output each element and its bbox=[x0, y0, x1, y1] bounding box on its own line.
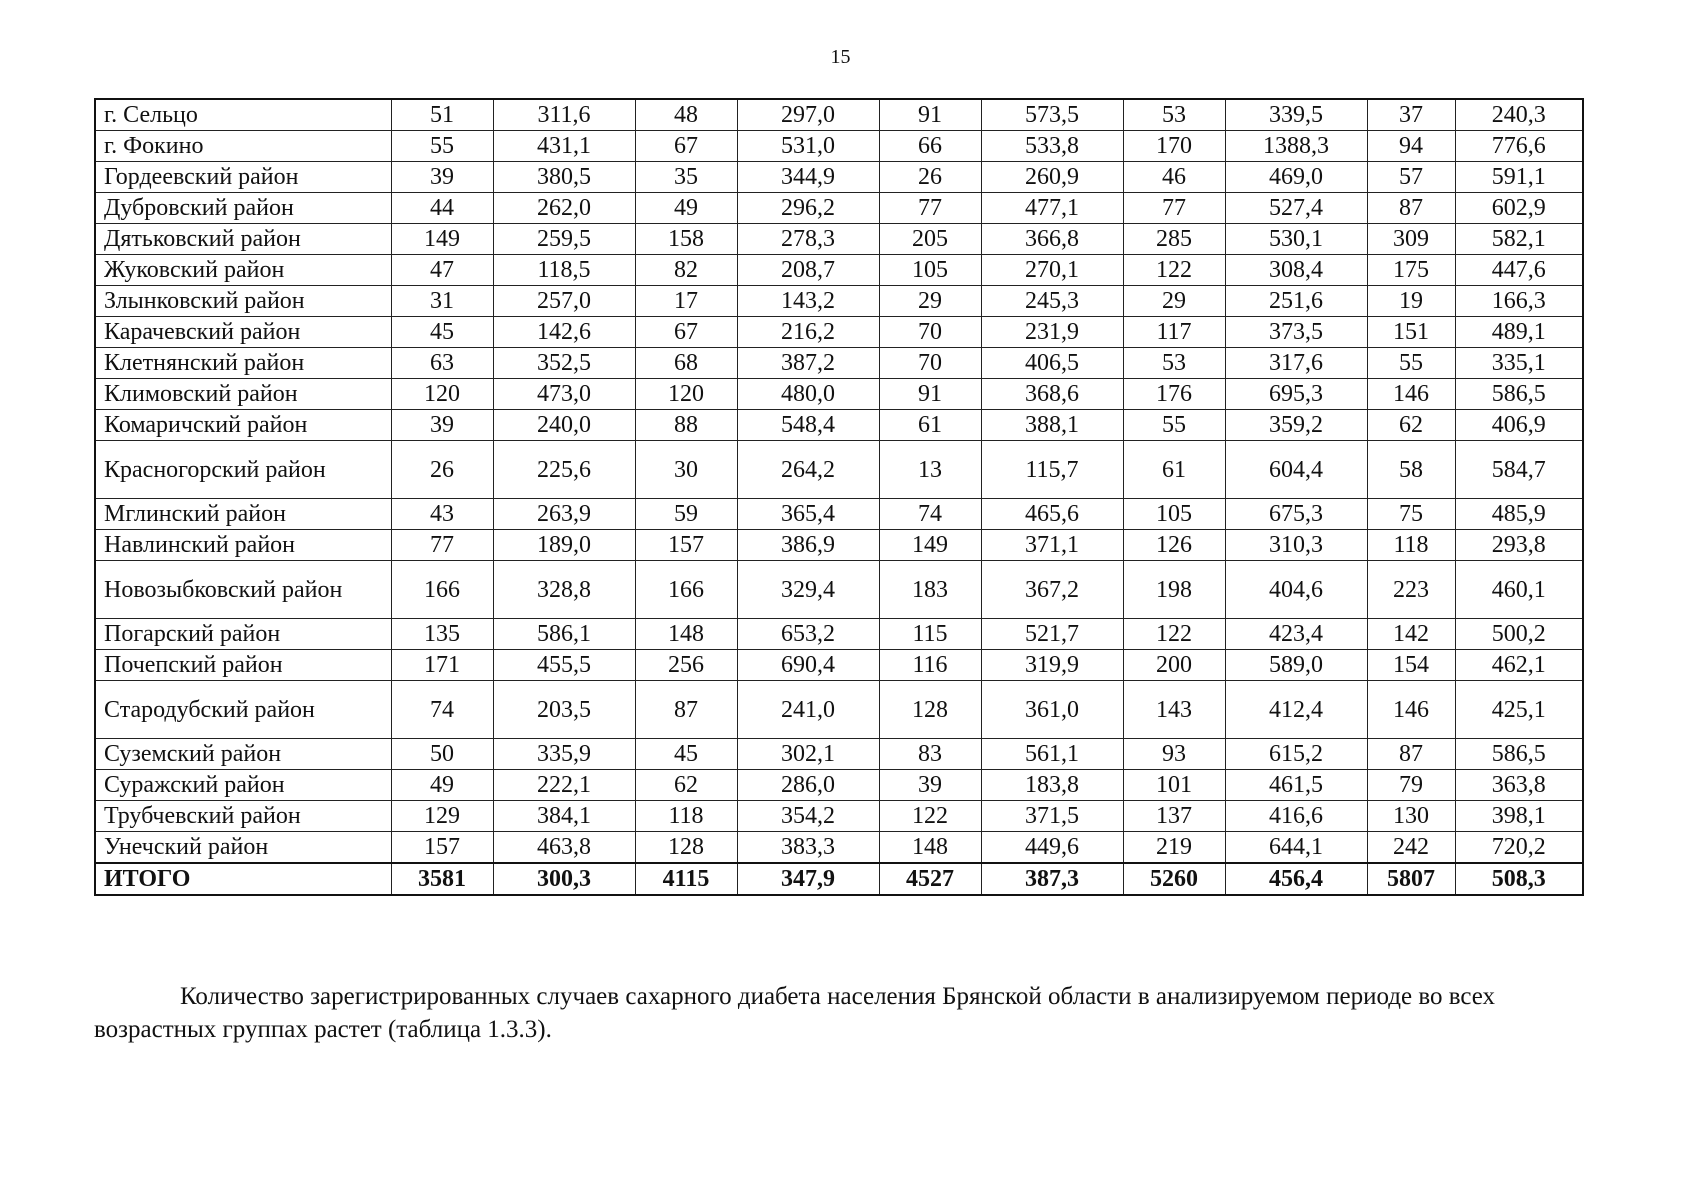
value-cell: 361,0 bbox=[981, 681, 1123, 739]
table-row bbox=[95, 99, 1583, 131]
value-cell: 449,6 bbox=[981, 832, 1123, 864]
value-cell: 582,1 bbox=[1455, 224, 1583, 255]
value-cell: 166 bbox=[391, 561, 493, 619]
value-cell: 615,2 bbox=[1225, 739, 1367, 770]
table-row bbox=[95, 801, 1583, 832]
value-cell: 183 bbox=[879, 561, 981, 619]
district-name-cell: Стародубский район bbox=[95, 681, 391, 739]
value-cell: 148 bbox=[879, 832, 981, 864]
value-cell: 1388,3 bbox=[1225, 131, 1367, 162]
value-cell: 157 bbox=[635, 530, 737, 561]
value-cell: 383,3 bbox=[737, 832, 879, 864]
district-name-cell: Злынковский район bbox=[95, 286, 391, 317]
table-row bbox=[95, 650, 1583, 681]
value-cell: 203,5 bbox=[493, 681, 635, 739]
value-cell: 39 bbox=[391, 410, 493, 441]
value-cell: 447,6 bbox=[1455, 255, 1583, 286]
district-name-cell: г. Фокино bbox=[95, 131, 391, 162]
value-cell: 344,9 bbox=[737, 162, 879, 193]
value-cell: 122 bbox=[879, 801, 981, 832]
value-cell: 49 bbox=[391, 770, 493, 801]
district-name-cell: Навлинский район bbox=[95, 530, 391, 561]
value-cell: 166,3 bbox=[1455, 286, 1583, 317]
value-cell: 149 bbox=[391, 224, 493, 255]
value-cell: 319,9 bbox=[981, 650, 1123, 681]
value-cell: 460,1 bbox=[1455, 561, 1583, 619]
value-cell: 463,8 bbox=[493, 832, 635, 864]
value-cell: 368,6 bbox=[981, 379, 1123, 410]
value-cell: 297,0 bbox=[737, 99, 879, 131]
value-cell: 63 bbox=[391, 348, 493, 379]
value-cell: 59 bbox=[635, 499, 737, 530]
value-cell: 105 bbox=[879, 255, 981, 286]
value-cell: 77 bbox=[391, 530, 493, 561]
value-cell: 143 bbox=[1123, 681, 1225, 739]
value-cell: 45 bbox=[635, 739, 737, 770]
value-cell: 128 bbox=[635, 832, 737, 864]
value-cell: 480,0 bbox=[737, 379, 879, 410]
value-cell: 48 bbox=[635, 99, 737, 131]
value-cell: 431,1 bbox=[493, 131, 635, 162]
value-cell: 388,1 bbox=[981, 410, 1123, 441]
table-row bbox=[95, 224, 1583, 255]
value-cell: 126 bbox=[1123, 530, 1225, 561]
table-row bbox=[95, 441, 1583, 499]
district-name-cell: г. Сельцо bbox=[95, 99, 391, 131]
value-cell: 118 bbox=[1367, 530, 1455, 561]
table-row bbox=[95, 255, 1583, 286]
district-name-cell: Погарский район bbox=[95, 619, 391, 650]
value-cell: 49 bbox=[635, 193, 737, 224]
value-cell: 604,4 bbox=[1225, 441, 1367, 499]
value-cell: 200 bbox=[1123, 650, 1225, 681]
value-cell: 67 bbox=[635, 131, 737, 162]
value-cell: 278,3 bbox=[737, 224, 879, 255]
table-row bbox=[95, 499, 1583, 530]
value-cell: 695,3 bbox=[1225, 379, 1367, 410]
value-cell: 105 bbox=[1123, 499, 1225, 530]
table-row bbox=[95, 770, 1583, 801]
value-cell: 245,3 bbox=[981, 286, 1123, 317]
value-cell: 29 bbox=[1123, 286, 1225, 317]
value-cell: 91 bbox=[879, 99, 981, 131]
value-cell: 118 bbox=[635, 801, 737, 832]
value-cell: 135 bbox=[391, 619, 493, 650]
value-cell: 26 bbox=[391, 441, 493, 499]
value-cell: 39 bbox=[879, 770, 981, 801]
value-cell: 13 bbox=[879, 441, 981, 499]
total-value-cell: 508,3 bbox=[1455, 863, 1583, 895]
value-cell: 264,2 bbox=[737, 441, 879, 499]
value-cell: 285 bbox=[1123, 224, 1225, 255]
value-cell: 477,1 bbox=[981, 193, 1123, 224]
value-cell: 88 bbox=[635, 410, 737, 441]
value-cell: 365,4 bbox=[737, 499, 879, 530]
value-cell: 62 bbox=[635, 770, 737, 801]
total-label-cell: ИТОГО bbox=[95, 863, 391, 895]
value-cell: 208,7 bbox=[737, 255, 879, 286]
value-cell: 591,1 bbox=[1455, 162, 1583, 193]
value-cell: 43 bbox=[391, 499, 493, 530]
value-cell: 35 bbox=[635, 162, 737, 193]
value-cell: 26 bbox=[879, 162, 981, 193]
value-cell: 533,8 bbox=[981, 131, 1123, 162]
value-cell: 137 bbox=[1123, 801, 1225, 832]
value-cell: 302,1 bbox=[737, 739, 879, 770]
value-cell: 122 bbox=[1123, 255, 1225, 286]
total-value-cell: 5260 bbox=[1123, 863, 1225, 895]
total-value-cell: 300,3 bbox=[493, 863, 635, 895]
body-paragraph: Количество зарегистрированных случаев сахарного диабета населения Брянской области в анализируемом периоде во всех возрастных группах растет (таблица 1.3.3). bbox=[94, 983, 1496, 1043]
district-name-cell: Гордеевский район bbox=[95, 162, 391, 193]
value-cell: 387,2 bbox=[737, 348, 879, 379]
value-cell: 30 bbox=[635, 441, 737, 499]
value-cell: 257,0 bbox=[493, 286, 635, 317]
value-cell: 70 bbox=[879, 317, 981, 348]
value-cell: 50 bbox=[391, 739, 493, 770]
value-cell: 157 bbox=[391, 832, 493, 864]
value-cell: 47 bbox=[391, 255, 493, 286]
value-cell: 77 bbox=[1123, 193, 1225, 224]
value-cell: 485,9 bbox=[1455, 499, 1583, 530]
value-cell: 149 bbox=[879, 530, 981, 561]
value-cell: 473,0 bbox=[493, 379, 635, 410]
value-cell: 46 bbox=[1123, 162, 1225, 193]
value-cell: 68 bbox=[635, 348, 737, 379]
value-cell: 166 bbox=[635, 561, 737, 619]
value-cell: 270,1 bbox=[981, 255, 1123, 286]
value-cell: 367,2 bbox=[981, 561, 1123, 619]
value-cell: 589,0 bbox=[1225, 650, 1367, 681]
value-cell: 171 bbox=[391, 650, 493, 681]
value-cell: 690,4 bbox=[737, 650, 879, 681]
value-cell: 425,1 bbox=[1455, 681, 1583, 739]
value-cell: 44 bbox=[391, 193, 493, 224]
district-name-cell: Дубровский район bbox=[95, 193, 391, 224]
value-cell: 94 bbox=[1367, 131, 1455, 162]
value-cell: 531,0 bbox=[737, 131, 879, 162]
table-row bbox=[95, 379, 1583, 410]
value-cell: 55 bbox=[1367, 348, 1455, 379]
value-cell: 198 bbox=[1123, 561, 1225, 619]
table-body bbox=[95, 99, 1583, 895]
total-value-cell: 4527 bbox=[879, 863, 981, 895]
total-value-cell: 387,3 bbox=[981, 863, 1123, 895]
value-cell: 586,5 bbox=[1455, 739, 1583, 770]
value-cell: 142 bbox=[1367, 619, 1455, 650]
value-cell: 225,6 bbox=[493, 441, 635, 499]
district-name-cell: Дятьковский район bbox=[95, 224, 391, 255]
value-cell: 55 bbox=[1123, 410, 1225, 441]
value-cell: 406,9 bbox=[1455, 410, 1583, 441]
value-cell: 251,6 bbox=[1225, 286, 1367, 317]
value-cell: 29 bbox=[879, 286, 981, 317]
value-cell: 584,7 bbox=[1455, 441, 1583, 499]
value-cell: 461,5 bbox=[1225, 770, 1367, 801]
table-row bbox=[95, 162, 1583, 193]
district-table bbox=[94, 98, 1584, 896]
total-value-cell: 4115 bbox=[635, 863, 737, 895]
district-name-cell: Суражский район bbox=[95, 770, 391, 801]
value-cell: 286,0 bbox=[737, 770, 879, 801]
district-name-cell: Трубчевский район bbox=[95, 801, 391, 832]
value-cell: 329,4 bbox=[737, 561, 879, 619]
table-row bbox=[95, 681, 1583, 739]
total-row bbox=[95, 863, 1583, 895]
total-value-cell: 456,4 bbox=[1225, 863, 1367, 895]
value-cell: 293,8 bbox=[1455, 530, 1583, 561]
value-cell: 55 bbox=[391, 131, 493, 162]
value-cell: 339,5 bbox=[1225, 99, 1367, 131]
value-cell: 87 bbox=[1367, 193, 1455, 224]
value-cell: 521,7 bbox=[981, 619, 1123, 650]
total-value-cell: 347,9 bbox=[737, 863, 879, 895]
value-cell: 527,4 bbox=[1225, 193, 1367, 224]
district-name-cell: Климовский район bbox=[95, 379, 391, 410]
value-cell: 561,1 bbox=[981, 739, 1123, 770]
value-cell: 143,2 bbox=[737, 286, 879, 317]
value-cell: 311,6 bbox=[493, 99, 635, 131]
value-cell: 373,5 bbox=[1225, 317, 1367, 348]
value-cell: 653,2 bbox=[737, 619, 879, 650]
value-cell: 183,8 bbox=[981, 770, 1123, 801]
table-row bbox=[95, 832, 1583, 864]
table-row bbox=[95, 131, 1583, 162]
value-cell: 17 bbox=[635, 286, 737, 317]
value-cell: 151 bbox=[1367, 317, 1455, 348]
value-cell: 469,0 bbox=[1225, 162, 1367, 193]
value-cell: 19 bbox=[1367, 286, 1455, 317]
value-cell: 366,8 bbox=[981, 224, 1123, 255]
value-cell: 120 bbox=[391, 379, 493, 410]
table-row bbox=[95, 561, 1583, 619]
value-cell: 335,9 bbox=[493, 739, 635, 770]
value-cell: 371,1 bbox=[981, 530, 1123, 561]
value-cell: 260,9 bbox=[981, 162, 1123, 193]
value-cell: 170 bbox=[1123, 131, 1225, 162]
value-cell: 101 bbox=[1123, 770, 1225, 801]
district-name-cell: Унечский район bbox=[95, 832, 391, 864]
table-row bbox=[95, 739, 1583, 770]
value-cell: 142,6 bbox=[493, 317, 635, 348]
value-cell: 404,6 bbox=[1225, 561, 1367, 619]
value-cell: 53 bbox=[1123, 348, 1225, 379]
value-cell: 176 bbox=[1123, 379, 1225, 410]
value-cell: 352,5 bbox=[493, 348, 635, 379]
value-cell: 37 bbox=[1367, 99, 1455, 131]
district-name-cell: Почепский район bbox=[95, 650, 391, 681]
value-cell: 380,5 bbox=[493, 162, 635, 193]
value-cell: 67 bbox=[635, 317, 737, 348]
value-cell: 53 bbox=[1123, 99, 1225, 131]
value-cell: 776,6 bbox=[1455, 131, 1583, 162]
value-cell: 205 bbox=[879, 224, 981, 255]
value-cell: 328,8 bbox=[493, 561, 635, 619]
value-cell: 39 bbox=[391, 162, 493, 193]
value-cell: 308,4 bbox=[1225, 255, 1367, 286]
value-cell: 406,5 bbox=[981, 348, 1123, 379]
district-name-cell: Комаричский район bbox=[95, 410, 391, 441]
value-cell: 175 bbox=[1367, 255, 1455, 286]
value-cell: 371,5 bbox=[981, 801, 1123, 832]
value-cell: 602,9 bbox=[1455, 193, 1583, 224]
value-cell: 146 bbox=[1367, 379, 1455, 410]
value-cell: 118,5 bbox=[493, 255, 635, 286]
value-cell: 77 bbox=[879, 193, 981, 224]
district-name-cell: Жуковский район bbox=[95, 255, 391, 286]
value-cell: 423,4 bbox=[1225, 619, 1367, 650]
value-cell: 412,4 bbox=[1225, 681, 1367, 739]
district-name-cell: Новозыбковский район bbox=[95, 561, 391, 619]
value-cell: 262,0 bbox=[493, 193, 635, 224]
value-cell: 70 bbox=[879, 348, 981, 379]
value-cell: 58 bbox=[1367, 441, 1455, 499]
value-cell: 462,1 bbox=[1455, 650, 1583, 681]
table-row bbox=[95, 193, 1583, 224]
value-cell: 146 bbox=[1367, 681, 1455, 739]
value-cell: 61 bbox=[879, 410, 981, 441]
value-cell: 57 bbox=[1367, 162, 1455, 193]
value-cell: 675,3 bbox=[1225, 499, 1367, 530]
table-row bbox=[95, 530, 1583, 561]
value-cell: 74 bbox=[879, 499, 981, 530]
value-cell: 530,1 bbox=[1225, 224, 1367, 255]
district-name-cell: Суземский район bbox=[95, 739, 391, 770]
value-cell: 222,1 bbox=[493, 770, 635, 801]
value-cell: 130 bbox=[1367, 801, 1455, 832]
value-cell: 720,2 bbox=[1455, 832, 1583, 864]
page-number: 15 bbox=[830, 46, 851, 68]
value-cell: 416,6 bbox=[1225, 801, 1367, 832]
value-cell: 398,1 bbox=[1455, 801, 1583, 832]
table-row bbox=[95, 348, 1583, 379]
value-cell: 91 bbox=[879, 379, 981, 410]
value-cell: 189,0 bbox=[493, 530, 635, 561]
value-cell: 644,1 bbox=[1225, 832, 1367, 864]
value-cell: 115,7 bbox=[981, 441, 1123, 499]
total-value-cell: 5807 bbox=[1367, 863, 1455, 895]
value-cell: 75 bbox=[1367, 499, 1455, 530]
district-name-cell: Клетнянский район bbox=[95, 348, 391, 379]
value-cell: 66 bbox=[879, 131, 981, 162]
value-cell: 586,5 bbox=[1455, 379, 1583, 410]
value-cell: 158 bbox=[635, 224, 737, 255]
value-cell: 586,1 bbox=[493, 619, 635, 650]
district-name-cell: Красногорский район bbox=[95, 441, 391, 499]
value-cell: 256 bbox=[635, 650, 737, 681]
value-cell: 120 bbox=[635, 379, 737, 410]
value-cell: 263,9 bbox=[493, 499, 635, 530]
value-cell: 548,4 bbox=[737, 410, 879, 441]
value-cell: 240,0 bbox=[493, 410, 635, 441]
value-cell: 573,5 bbox=[981, 99, 1123, 131]
value-cell: 148 bbox=[635, 619, 737, 650]
value-cell: 242 bbox=[1367, 832, 1455, 864]
value-cell: 259,5 bbox=[493, 224, 635, 255]
value-cell: 128 bbox=[879, 681, 981, 739]
value-cell: 45 bbox=[391, 317, 493, 348]
value-cell: 31 bbox=[391, 286, 493, 317]
value-cell: 309 bbox=[1367, 224, 1455, 255]
value-cell: 241,0 bbox=[737, 681, 879, 739]
value-cell: 116 bbox=[879, 650, 981, 681]
value-cell: 87 bbox=[635, 681, 737, 739]
value-cell: 386,9 bbox=[737, 530, 879, 561]
value-cell: 455,5 bbox=[493, 650, 635, 681]
value-cell: 87 bbox=[1367, 739, 1455, 770]
value-cell: 115 bbox=[879, 619, 981, 650]
value-cell: 82 bbox=[635, 255, 737, 286]
value-cell: 296,2 bbox=[737, 193, 879, 224]
value-cell: 219 bbox=[1123, 832, 1225, 864]
district-name-cell: Мглинский район bbox=[95, 499, 391, 530]
district-name-cell: Карачевский район bbox=[95, 317, 391, 348]
value-cell: 129 bbox=[391, 801, 493, 832]
value-cell: 61 bbox=[1123, 441, 1225, 499]
value-cell: 93 bbox=[1123, 739, 1225, 770]
value-cell: 74 bbox=[391, 681, 493, 739]
table-row bbox=[95, 317, 1583, 348]
table-row bbox=[95, 619, 1583, 650]
value-cell: 83 bbox=[879, 739, 981, 770]
value-cell: 489,1 bbox=[1455, 317, 1583, 348]
table-row bbox=[95, 286, 1583, 317]
value-cell: 500,2 bbox=[1455, 619, 1583, 650]
value-cell: 122 bbox=[1123, 619, 1225, 650]
total-value-cell: 3581 bbox=[391, 863, 493, 895]
value-cell: 310,3 bbox=[1225, 530, 1367, 561]
value-cell: 317,6 bbox=[1225, 348, 1367, 379]
value-cell: 465,6 bbox=[981, 499, 1123, 530]
value-cell: 62 bbox=[1367, 410, 1455, 441]
value-cell: 231,9 bbox=[981, 317, 1123, 348]
value-cell: 216,2 bbox=[737, 317, 879, 348]
value-cell: 335,1 bbox=[1455, 348, 1583, 379]
value-cell: 117 bbox=[1123, 317, 1225, 348]
value-cell: 79 bbox=[1367, 770, 1455, 801]
value-cell: 384,1 bbox=[493, 801, 635, 832]
table-row bbox=[95, 410, 1583, 441]
value-cell: 223 bbox=[1367, 561, 1455, 619]
value-cell: 354,2 bbox=[737, 801, 879, 832]
value-cell: 363,8 bbox=[1455, 770, 1583, 801]
value-cell: 51 bbox=[391, 99, 493, 131]
value-cell: 240,3 bbox=[1455, 99, 1583, 131]
value-cell: 154 bbox=[1367, 650, 1455, 681]
value-cell: 359,2 bbox=[1225, 410, 1367, 441]
